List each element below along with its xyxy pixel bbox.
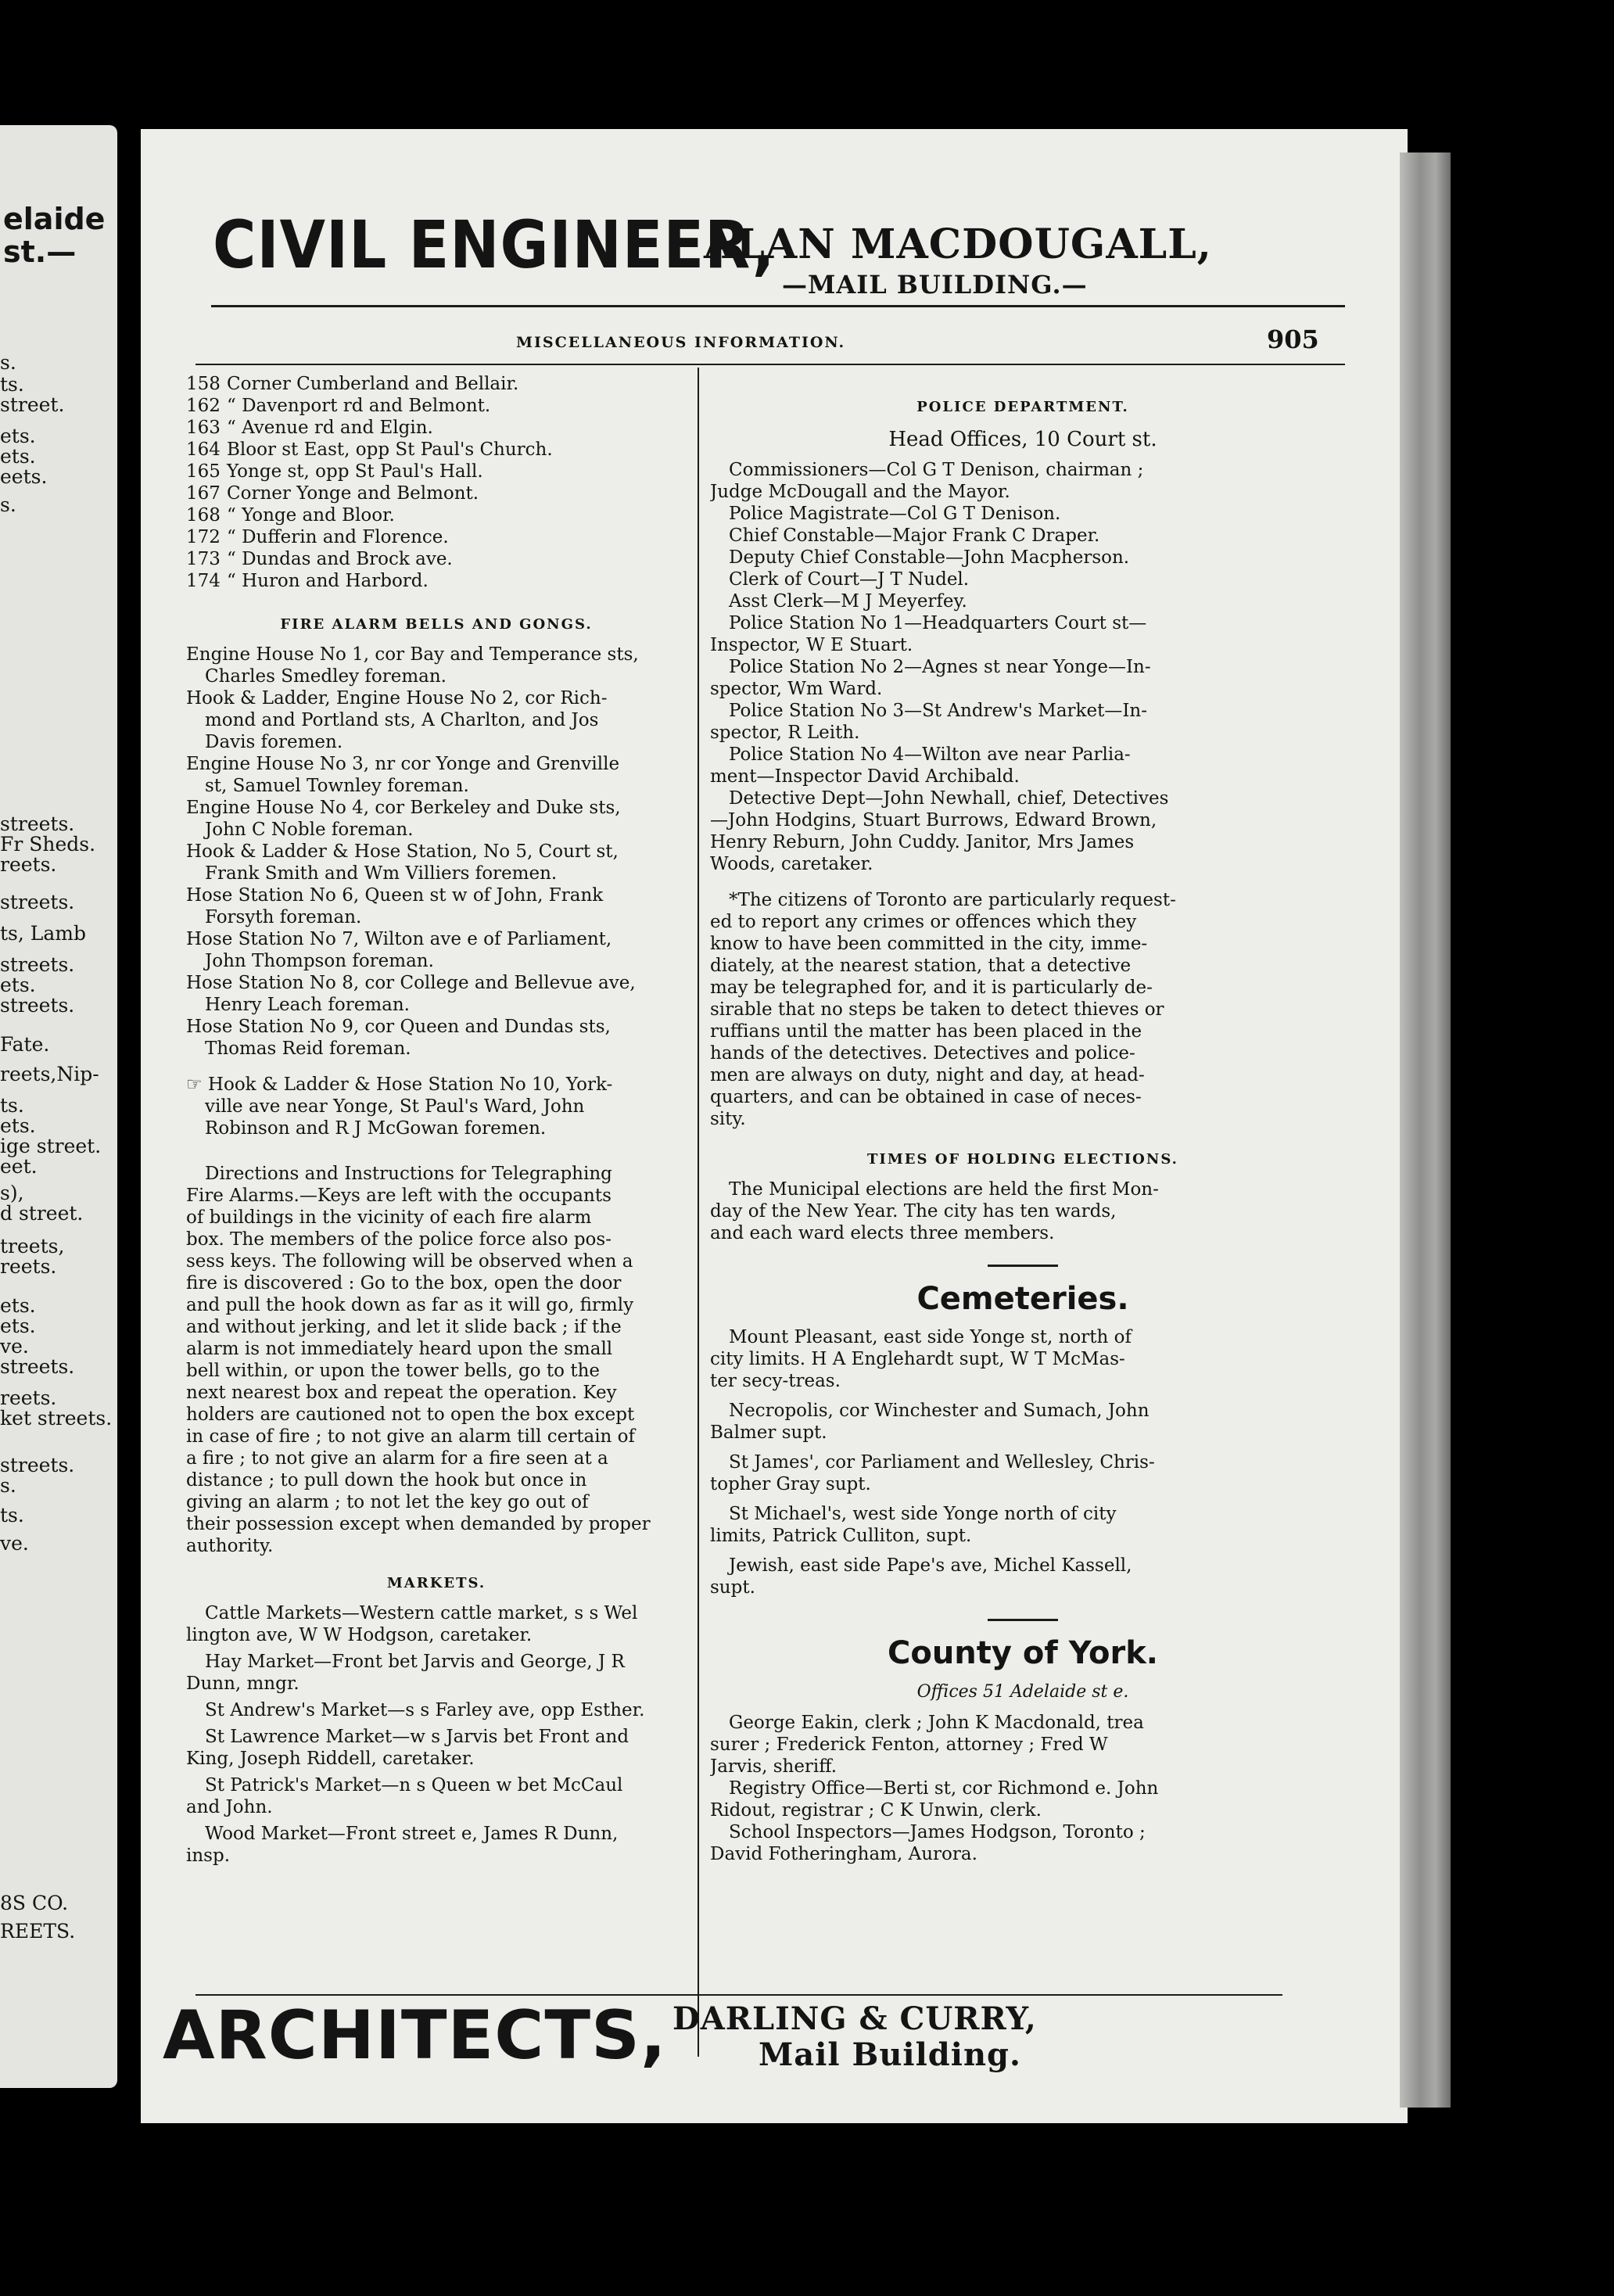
fire-station-line: Henry Leach foreman. (205, 995, 410, 1015)
fire-station-line: Hose Station No 6, Queen st w of John, Frank (186, 885, 604, 906)
alarm-box-location: “ Avenue rd and Elgin. (227, 418, 433, 438)
market-line: Hay Market—Front bet Jarvis and George, J R (205, 1652, 625, 1672)
elections-line: and each ward elects three members. (710, 1223, 1055, 1243)
head-rule (195, 364, 1345, 365)
cemetery-line: St James', cor Parliament and Wellesley, Chris- (729, 1452, 1155, 1473)
cemetery-line: city limits. H A Englehardt supt, W T McMas- (710, 1349, 1125, 1369)
police-notice-line: diately, at the nearest station, that a detective (710, 956, 1132, 976)
left-page-line: ige street. (0, 1135, 102, 1157)
alarm-box-number: 165 (186, 461, 221, 482)
police-line: ment—Inspector David Archibald. (710, 766, 1020, 787)
directions-line: in case of fire ; to not give an alarm till certain of (186, 1426, 636, 1447)
alarm-box-row (186, 417, 687, 439)
market-line: St Patrick's Market—n s Queen w bet McCaul (205, 1775, 623, 1796)
directory-page (141, 129, 1408, 2123)
fire-station-line: Robinson and R J McGowan foremen. (205, 1118, 547, 1139)
police-line: Police Station No 4—Wilton ave near Parlia- (729, 744, 1131, 765)
police-notice-line: sirable that no steps be taken to detect thieves or (710, 999, 1164, 1020)
fire-station-entry (186, 687, 687, 753)
police-line: Asst Clerk—M J Meyerfey. (729, 591, 967, 612)
alarm-box-number: 172 (186, 527, 221, 547)
bottom-banner-address: Mail Building. (759, 2036, 1021, 2073)
left-page-line: ts. (0, 1504, 24, 1526)
police-line: Chief Constable—Major Frank C Draper. (729, 526, 1100, 546)
left-page-line: ets. (0, 974, 36, 996)
police-line: Judge McDougall and the Mayor. (710, 482, 1010, 502)
alarm-box-row (186, 548, 687, 570)
cemetery-line: limits, Patrick Culliton, supt. (710, 1526, 972, 1546)
county-line: School Inspectors—James Hodgson, Toronto ; (729, 1822, 1146, 1842)
market-line: Cattle Markets—Western cattle market, s s Wel (205, 1603, 638, 1623)
directions-line: fire is discovered : Go to the box, open the door (186, 1273, 622, 1293)
police-notice (710, 889, 1336, 1130)
county-offices: Offices 51 Adelaide st e. (916, 1682, 1129, 1702)
fire-station-line: John Thompson foreman. (205, 951, 434, 971)
police-notice-line: ed to report any crimes or offences which they (710, 912, 1137, 932)
left-page-line: eets. (0, 465, 48, 488)
left-page-line: ets. (0, 425, 36, 447)
left-page-line: 8S CO. (0, 1892, 69, 1914)
fire-station-line: Hose Station No 9, cor Queen and Dundas sts, (186, 1017, 611, 1037)
alarm-box-location: Corner Yonge and Belmont. (227, 483, 479, 504)
market-line: Dunn, mngr. (186, 1674, 299, 1694)
market-entry (186, 1774, 687, 1818)
alarm-box-number: 168 (186, 505, 221, 526)
column-divider (698, 368, 699, 2057)
left-page-line: ket streets. (0, 1407, 113, 1430)
market-line: St Lawrence Market—w s Jarvis bet Front and (205, 1727, 629, 1747)
left-page-line: ets. (0, 445, 36, 468)
fire-alarm-list (186, 644, 687, 1139)
directions-line: alarm is not immediately heard upon the small (186, 1339, 613, 1359)
fire-station-line: ville ave near Yonge, St Paul's Ward, John (205, 1096, 585, 1117)
directions-line: and without jerking, and let it slide back ; if the (186, 1317, 622, 1337)
alarm-box-number: 162 (186, 396, 221, 416)
alarm-box-location: “ Davenport rd and Belmont. (227, 396, 491, 416)
market-line: Wood Market—Front street e, James R Dunn, (205, 1824, 619, 1844)
directions-line: next nearest box and repeat the operation. Key (186, 1383, 617, 1403)
fire-station-line: Engine House No 3, nr cor Yonge and Grenville (186, 754, 620, 774)
cemetery-line: ter secy-treas. (710, 1371, 841, 1391)
alarm-box-number: 167 (186, 483, 221, 504)
running-head-title: MISCELLANEOUS INFORMATION. (516, 334, 846, 351)
left-page-line: street. (0, 393, 65, 416)
cemetery-entry (710, 1555, 1336, 1598)
left-page-line: streets. (0, 1355, 75, 1378)
left-page-line: streets. (0, 953, 75, 976)
directions-line: bell within, or upon the tower bells, go to the (186, 1361, 600, 1381)
left-column (186, 373, 687, 1871)
market-line: lington ave, W W Hodgson, caretaker. (186, 1625, 533, 1645)
left-page-line: streets. (0, 891, 75, 913)
police-list (710, 459, 1336, 875)
directions-line: authority. (186, 1536, 274, 1556)
bottom-banner-label: ARCHITECTS, (163, 1996, 667, 2075)
left-page-header-line: elaide (3, 202, 106, 236)
directions-line: and pull the hook down as far as it will go, firmly (186, 1295, 634, 1315)
police-line: Detective Dept—John Newhall, chief, Detectives (729, 788, 1169, 809)
county-line: David Fotheringham, Aurora. (710, 1844, 977, 1864)
police-notice-line: men are always on duty, night and day, at head- (710, 1065, 1145, 1085)
fire-station-line: Hook & Ladder, Engine House No 2, cor Rich- (186, 688, 608, 709)
fire-station-entry (186, 753, 687, 797)
fire-station-line: Charles Smedley foreman. (205, 666, 447, 687)
markets-list (186, 1602, 687, 1867)
fire-station-line: Hose Station No 7, Wilton ave e of Parliament, (186, 929, 612, 949)
alarm-box-row (186, 461, 687, 483)
section-divider (988, 1619, 1058, 1621)
cemetery-line: St Michael's, west side Yonge north of city (729, 1504, 1117, 1524)
left-page-fragment (0, 125, 117, 2088)
alarm-box-location: Bloor st East, opp St Paul's Church. (227, 439, 553, 460)
left-page-line: Fr Sheds. (0, 833, 96, 856)
cemetery-line: topher Gray supt. (710, 1474, 871, 1494)
left-page-line: s. (0, 493, 16, 516)
left-page-line: ve. (0, 1532, 29, 1555)
alarm-box-location: Corner Cumberland and Bellair. (227, 374, 519, 394)
directions-line: box. The members of the police force also pos- (186, 1229, 612, 1250)
directions-line: their possession except when demanded by proper (186, 1514, 651, 1534)
left-page-line: ets. (0, 1114, 36, 1137)
left-page-line: ts. (0, 1094, 24, 1117)
left-page-line: d street. (0, 1202, 84, 1225)
market-entry (186, 1726, 687, 1770)
market-entry (186, 1651, 687, 1695)
bottom-rule (195, 1994, 1282, 1996)
fire-station-line: Engine House No 4, cor Berkeley and Duke sts, (186, 798, 621, 818)
left-page-line: ets. (0, 1315, 36, 1337)
police-line: Police Magistrate—Col G T Denison. (729, 504, 1061, 524)
left-page-line: streets. (0, 1454, 75, 1476)
alarm-box-location: “ Dundas and Brock ave. (227, 549, 453, 569)
left-page-line: s), (0, 1182, 24, 1204)
right-column (710, 396, 1336, 1865)
fire-station-line: ☞ Hook & Ladder & Hose Station No 10, York- (186, 1074, 613, 1095)
left-page-header-line: st.— (3, 235, 77, 269)
police-line: Deputy Chief Constable—John Macpherson. (729, 547, 1130, 568)
fire-station-line: Frank Smith and Wm Villiers foremen. (205, 863, 558, 884)
fire-station-line: Hose Station No 8, cor College and Bellevue ave, (186, 973, 636, 993)
fire-station-line: John C Noble foreman. (205, 820, 414, 840)
elections-heading: TIMES OF HOLDING ELECTIONS. (867, 1151, 1178, 1168)
bottom-banner-name: DARLING & CURRY, (672, 2000, 1037, 2037)
market-line: insp. (186, 1846, 231, 1866)
left-page-line: reets. (0, 853, 57, 876)
directions-line: a fire ; to not give an alarm for a fire seen at a (186, 1448, 608, 1469)
alarm-box-row (186, 504, 687, 526)
left-page-line: s. (0, 351, 16, 374)
police-line: spector, R Leith. (710, 723, 860, 743)
alarm-box-location: Yonge st, opp St Paul's Hall. (227, 461, 483, 482)
police-line: spector, Wm Ward. (710, 679, 883, 699)
alarm-box-list (186, 373, 687, 592)
alarm-box-number: 174 (186, 571, 221, 591)
county-line: George Eakin, clerk ; John K Macdonald, trea (729, 1713, 1144, 1733)
directions-line: Fire Alarms.—Keys are left with the occupants (186, 1186, 612, 1206)
alarm-box-row (186, 439, 687, 461)
fire-station-entry (186, 884, 687, 928)
police-notice-line: sity. (710, 1109, 746, 1129)
county-list (710, 1712, 1336, 1865)
elections-text (710, 1178, 1336, 1244)
alarm-box-row (186, 373, 687, 395)
alarm-box-row (186, 483, 687, 504)
market-line: King, Joseph Riddell, caretaker. (186, 1749, 475, 1769)
fire-station-line: Engine House No 1, cor Bay and Temperance sts, (186, 644, 639, 665)
cemetery-line: Necropolis, cor Winchester and Sumach, John (729, 1401, 1150, 1421)
police-line: Henry Reburn, John Cuddy. Janitor, Mrs James (710, 832, 1135, 852)
elections-line: day of the New Year. The city has ten wards, (710, 1201, 1117, 1222)
left-page-line: ve. (0, 1335, 29, 1358)
alarm-box-number: 173 (186, 549, 221, 569)
market-entry (186, 1823, 687, 1867)
fire-station-line: Thomas Reid foreman. (205, 1039, 411, 1059)
left-page-line: REETS. (0, 1920, 76, 1943)
police-line: Woods, caretaker. (710, 854, 873, 874)
market-line: St Andrew's Market—s s Farley ave, opp Esther. (205, 1700, 645, 1720)
police-notice-line: quarters, and can be obtained in case of neces- (710, 1087, 1142, 1107)
banner-rule (211, 305, 1345, 307)
police-line: —John Hodgins, Stuart Burrows, Edward Brown, (710, 810, 1157, 831)
alarm-box-row (186, 570, 687, 592)
page-edge (1400, 152, 1451, 2108)
section-divider (988, 1265, 1058, 1267)
left-page-line: s. (0, 1474, 16, 1497)
market-entry (186, 1602, 687, 1646)
police-heading: POLICE DEPARTMENT. (916, 399, 1129, 415)
alarm-box-row (186, 526, 687, 548)
page-number: 905 (1267, 325, 1319, 354)
left-page-line: ts, Lamb (0, 922, 86, 945)
fire-station-entry (186, 972, 687, 1016)
alarm-box-number: 158 (186, 374, 221, 394)
market-entry (186, 1699, 687, 1721)
county-line: Registry Office—Berti st, cor Richmond e. John (729, 1778, 1159, 1799)
fire-station-entry (186, 644, 687, 687)
police-line: Police Station No 2—Agnes st near Yonge—In- (729, 657, 1151, 677)
police-notice-line: know to have been committed in the city, imme- (710, 934, 1148, 954)
left-page-line: eet. (0, 1155, 38, 1178)
cemeteries-list (710, 1326, 1336, 1598)
police-notice-line: may be telegraphed for, and it is particularly de- (710, 978, 1153, 998)
market-line: and John. (186, 1797, 273, 1817)
police-head-office: Head Offices, 10 Court st. (888, 428, 1157, 451)
top-banner-address: —MAIL BUILDING.— (782, 270, 1088, 300)
fire-alarm-heading: FIRE ALARM BELLS AND GONGS. (280, 616, 593, 633)
directions-line: Directions and Instructions for Telegraphing (205, 1164, 612, 1184)
fire-station-line: Forsyth foreman. (205, 907, 362, 927)
alarm-box-location: “ Dufferin and Florence. (227, 527, 449, 547)
cemetery-entry (710, 1400, 1336, 1444)
cemetery-entry (710, 1326, 1336, 1392)
left-page-line: reets,Nip- (0, 1063, 99, 1085)
cemetery-line: Jewish, east side Pape's ave, Michel Kassell, (729, 1555, 1132, 1576)
left-page-line: Fate. (0, 1033, 50, 1056)
left-page-line: reets. (0, 1255, 57, 1278)
top-banner-label: CIVIL ENGINEER, (213, 206, 776, 283)
police-line: Inspector, W E Stuart. (710, 635, 913, 655)
alarm-box-number: 163 (186, 418, 221, 438)
fire-station-line: Hook & Ladder & Hose Station, No 5, Court st, (186, 841, 619, 862)
police-line: Clerk of Court—J T Nudel. (729, 569, 970, 590)
left-page-line: ets. (0, 1294, 36, 1317)
directions-line: distance ; to pull down the hook but once in (186, 1470, 587, 1491)
markets-heading: MARKETS. (386, 1575, 486, 1591)
cemeteries-heading: Cemeteries. (916, 1281, 1129, 1317)
fire-station-entry (186, 841, 687, 884)
alarm-box-location: “ Yonge and Bloor. (227, 505, 395, 526)
cemetery-entry (710, 1451, 1336, 1495)
police-line: Police Station No 3—St Andrew's Market—In- (729, 701, 1148, 721)
directions-line: holders are cautioned not to open the box except (186, 1405, 635, 1425)
cemetery-line: Balmer supt. (710, 1422, 827, 1443)
cemetery-line: Mount Pleasant, east side Yonge st, north of (729, 1327, 1132, 1347)
fire-station-line: st, Samuel Townley foreman. (205, 776, 469, 796)
fire-station-entry (186, 1074, 687, 1139)
alarm-box-row (186, 395, 687, 417)
fire-station-entry (186, 1016, 687, 1060)
cemetery-line: supt. (710, 1577, 755, 1598)
police-notice-line: *The citizens of Toronto are particularly request- (729, 890, 1176, 910)
left-page-line: streets. (0, 813, 75, 835)
police-line: Police Station No 1—Headquarters Court st— (729, 613, 1147, 633)
cemetery-entry (710, 1503, 1336, 1547)
county-heading: County of York. (887, 1635, 1158, 1671)
directions-line: giving an alarm ; to not let the key go out of (186, 1492, 589, 1512)
police-notice-line: ruffians until the matter has been placed in the (710, 1021, 1142, 1042)
fire-station-entry (186, 928, 687, 972)
police-notice-line: hands of the detectives. Detectives and police- (710, 1043, 1135, 1064)
left-page-line: streets. (0, 994, 75, 1017)
directions-line: of buildings in the vicinity of each fire alarm (186, 1207, 592, 1228)
directions-paragraph (186, 1163, 687, 1557)
alarm-box-location: “ Huron and Harbord. (227, 571, 429, 591)
elections-line: The Municipal elections are held the first Mon- (729, 1179, 1159, 1200)
fire-station-line: mond and Portland sts, A Charlton, and Jos (205, 710, 599, 730)
left-page-line: treets, (0, 1235, 65, 1257)
left-page-line: reets. (0, 1387, 57, 1409)
county-line: surer ; Frederick Fenton, attorney ; Fred W (710, 1735, 1108, 1755)
top-banner-name: ALAN MACDOUGALL, (704, 221, 1212, 268)
county-line: Jarvis, sheriff. (710, 1756, 837, 1777)
fire-station-line: Davis foremen. (205, 732, 343, 752)
county-line: Ridout, registrar ; C K Unwin, clerk. (710, 1800, 1042, 1821)
left-page-line: ts. (0, 373, 24, 396)
police-line: Commissioners—Col G T Denison, chairman ; (729, 460, 1144, 480)
directions-line: sess keys. The following will be observed when a (186, 1251, 633, 1272)
fire-station-entry (186, 797, 687, 841)
alarm-box-number: 164 (186, 439, 221, 460)
